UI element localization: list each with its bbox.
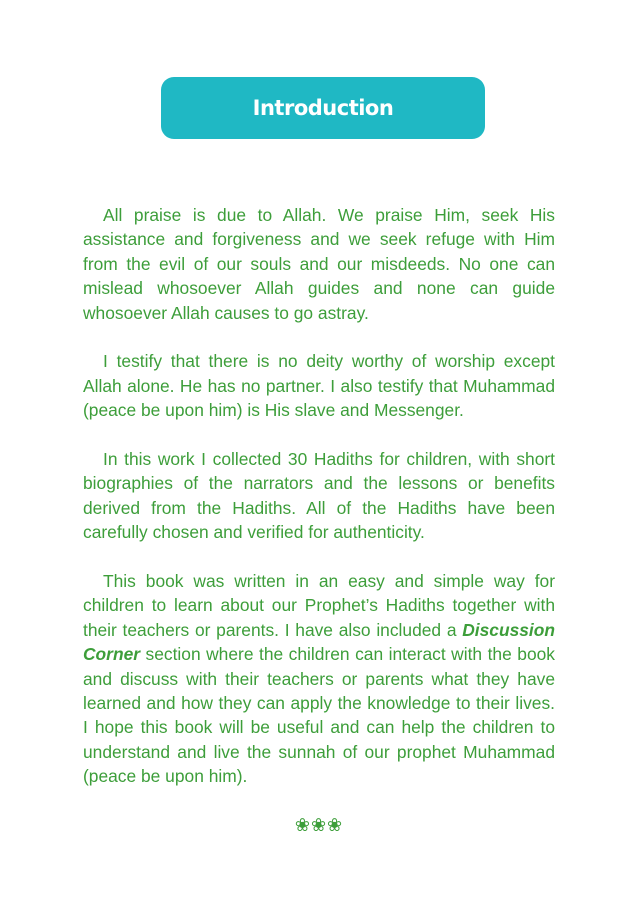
- page-title: Introduction: [252, 96, 394, 120]
- paragraph-purpose: [83, 569, 555, 789]
- title-banner: [161, 77, 485, 139]
- introduction-body: [83, 203, 555, 789]
- paragraph-praise: All praise is due to Allah. We praise Him, seek His assistance and forgiveness and we seek refuge with Him from the evil of our souls and our misdeeds. No one can mislead whosoever Allah guides and none can guide whosoever Allah causes to go astray.: [83, 205, 555, 323]
- paragraph-purpose-before: This book was written in an easy and simple way for children to learn about our Prophet’s Hadiths together with their teachers or parents. I have also included a: [83, 571, 555, 640]
- discussion-corner-emphasis: Discussion Corner: [83, 619, 555, 665]
- paragraph-testimony: I testify that there is no deity worthy of worship except Allah alone. He has no partner. I also testify that Muhammad (peace be upon him) is His slave and Messenger.: [83, 351, 555, 421]
- paragraph-collection: In this work I collected 30 Hadiths for children, with short biographies of the narrators and the lessons or benefits derived from the Hadiths. All of the Hadiths have been carefully chosen and verified for authenticity.: [83, 449, 555, 543]
- flower-ornament-icon: ❀❀❀: [294, 815, 344, 836]
- paragraph-purpose-after: section where the children can interact with the book and discuss with their teachers or parents what they have learned and how they can apply the knowledge to their lives. I hope this book will be useful and can help the children to understand and live the sunnah of our prophet Muhammad (peace be upon him).: [83, 644, 555, 787]
